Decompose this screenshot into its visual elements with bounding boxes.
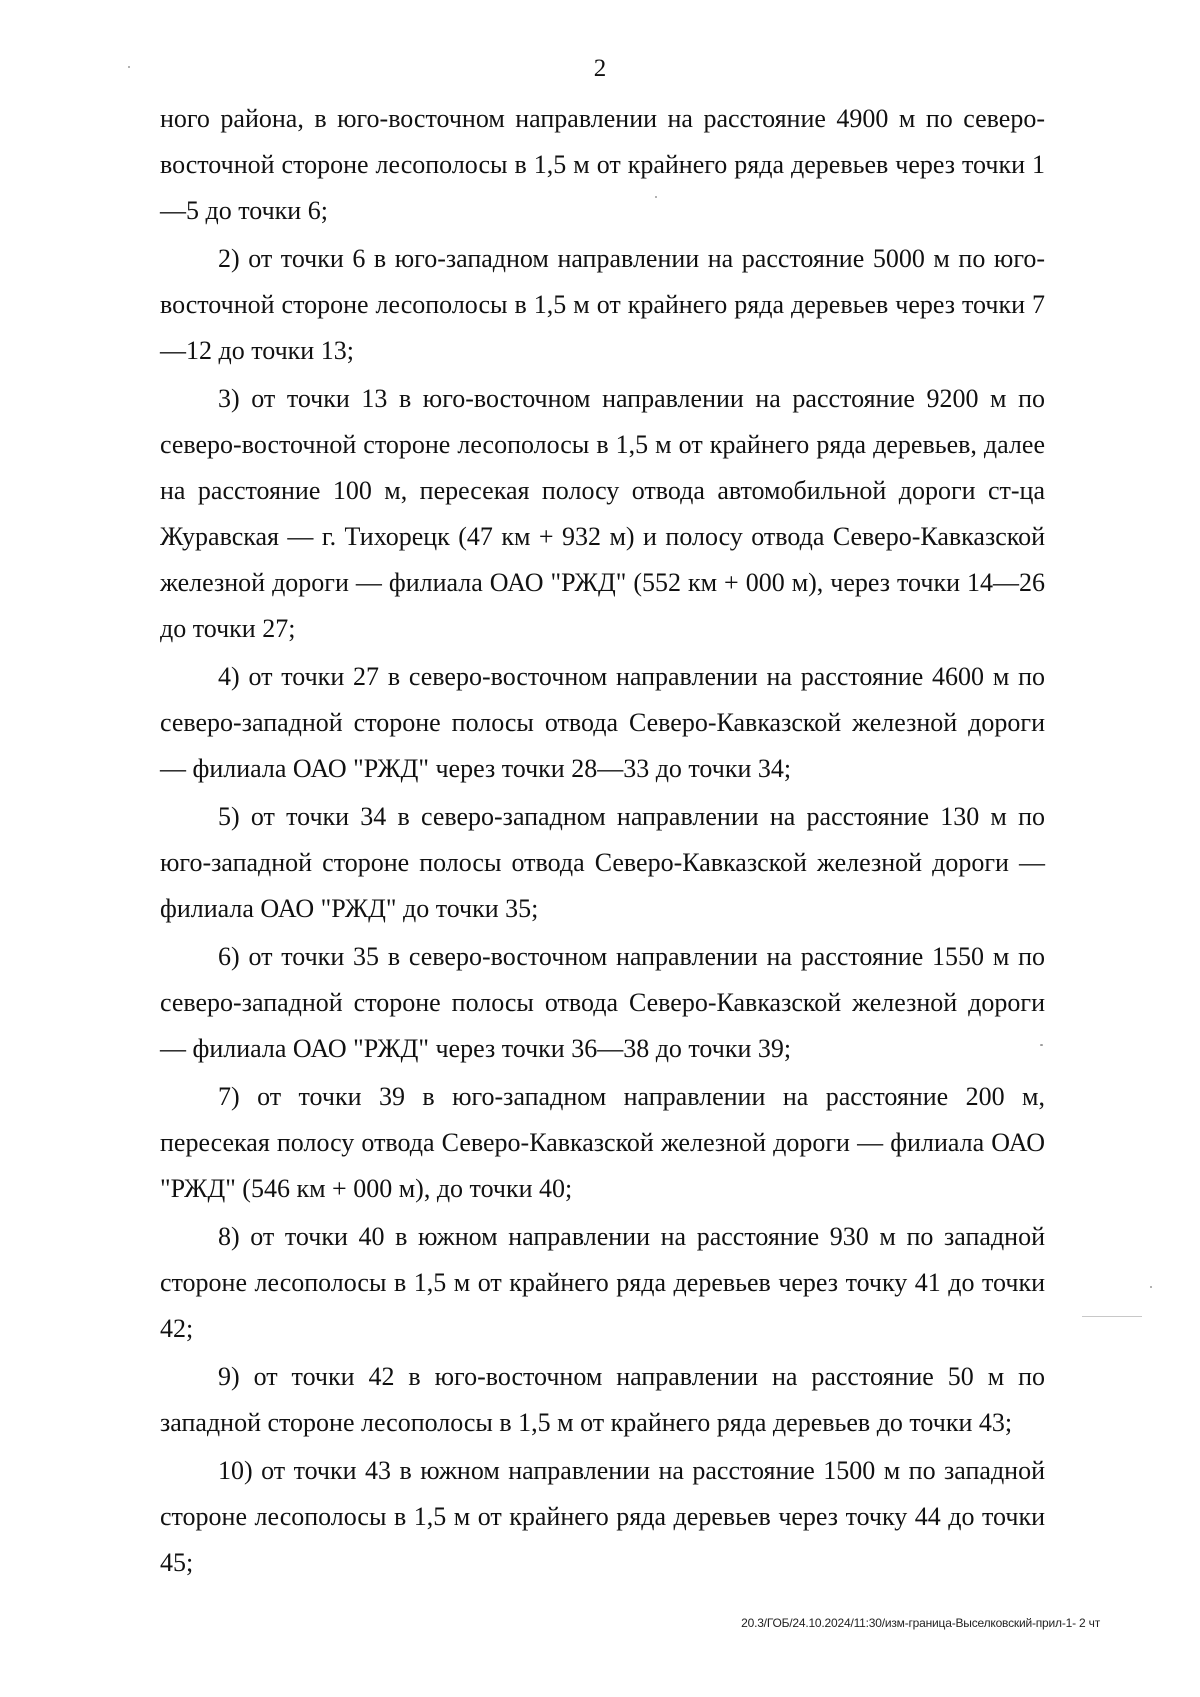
scan-speck: [128, 66, 130, 68]
paragraph-item-10: 10) от точки 43 в южном направлении на расстояние 1500 м по западной стороне лесополосы в 1,5 м от крайнего ряда деревьев через точку 44 до точки 45;: [160, 1456, 1045, 1577]
paragraph-item-8: 8) от точки 40 в южном направлении на расстояние 930 м по западной стороне лесополосы в 1,5 м от крайнего ряда деревьев через точку 41 до точки 42;: [160, 1222, 1045, 1343]
paragraph-continuation: ного района, в юго-восточном направлении на расстояние 4900 м по северо-восточной стороне лесополосы в 1,5 м от крайнего ряда деревьев через точки 1—5 до точки 6;: [160, 104, 1045, 225]
paragraph-item-4: 4) от точки 27 в северо-восточном направлении на расстояние 4600 м по северо-западной стороне полосы отвода Северо-Кавказской железной дороги — филиала ОАО "РЖД" через точки 28—33 до точки 34;: [160, 662, 1045, 783]
paragraph-item-7: 7) от точки 39 в юго-западном направлении на расстояние 200 м, пересекая полосу отвода Северо-Кавказской железной дороги — филиала ОАО "РЖД" (546 км + 000 м), до точки 40;: [160, 1082, 1045, 1203]
footer-document-code: 20.3/ГОБ/24.10.2024/11:30/изм-граница-Выселковский-прил-1- 2 чт: [741, 1616, 1100, 1630]
page-number: 2: [593, 55, 607, 82]
document-body: [160, 96, 1045, 1588]
scan-line-mark: [1082, 1316, 1142, 1317]
paragraph-item-6: 6) от точки 35 в северо-восточном направлении на расстояние 1550 м по северо-западной стороне полосы отвода Северо-Кавказской железной дороги — филиала ОАО "РЖД" через точки 36—38 до точки 39;: [160, 942, 1045, 1063]
scan-speck: [655, 196, 657, 198]
paragraph-item-2: 2) от точки 6 в юго-западном направлении на расстояние 5000 м по юго-восточной стороне лесополосы в 1,5 м от крайнего ряда деревьев через точки 7—12 до точки 13;: [160, 244, 1045, 365]
scan-speck: [1150, 1286, 1152, 1288]
paragraph-item-3: 3) от точки 13 в юго-восточном направлении на расстояние 9200 м по северо-восточной стороне лесополосы в 1,5 м от крайнего ряда деревьев, далее на расстояние 100 м, пересекая полосу отвода автомобильной дороги ст-ца Журавская — г. Тихорецк (47 км + 932 м) и полосу отвода Северо-Кавказской железной дороги — филиала ОАО "РЖД" (552 км + 000 м), через точки 14—26 до точки 27;: [160, 384, 1045, 643]
paragraph-item-9: 9) от точки 42 в юго-восточном направлении на расстояние 50 м по западной стороне лесополосы в 1,5 м от крайнего ряда деревьев до точки 43;: [160, 1362, 1045, 1437]
scan-speck: [1040, 1044, 1043, 1046]
paragraph-item-5: 5) от точки 34 в северо-западном направлении на расстояние 130 м по юго-западной стороне полосы отвода Северо-Кавказской железной дороги — филиала ОАО "РЖД" до точки 35;: [160, 802, 1045, 923]
